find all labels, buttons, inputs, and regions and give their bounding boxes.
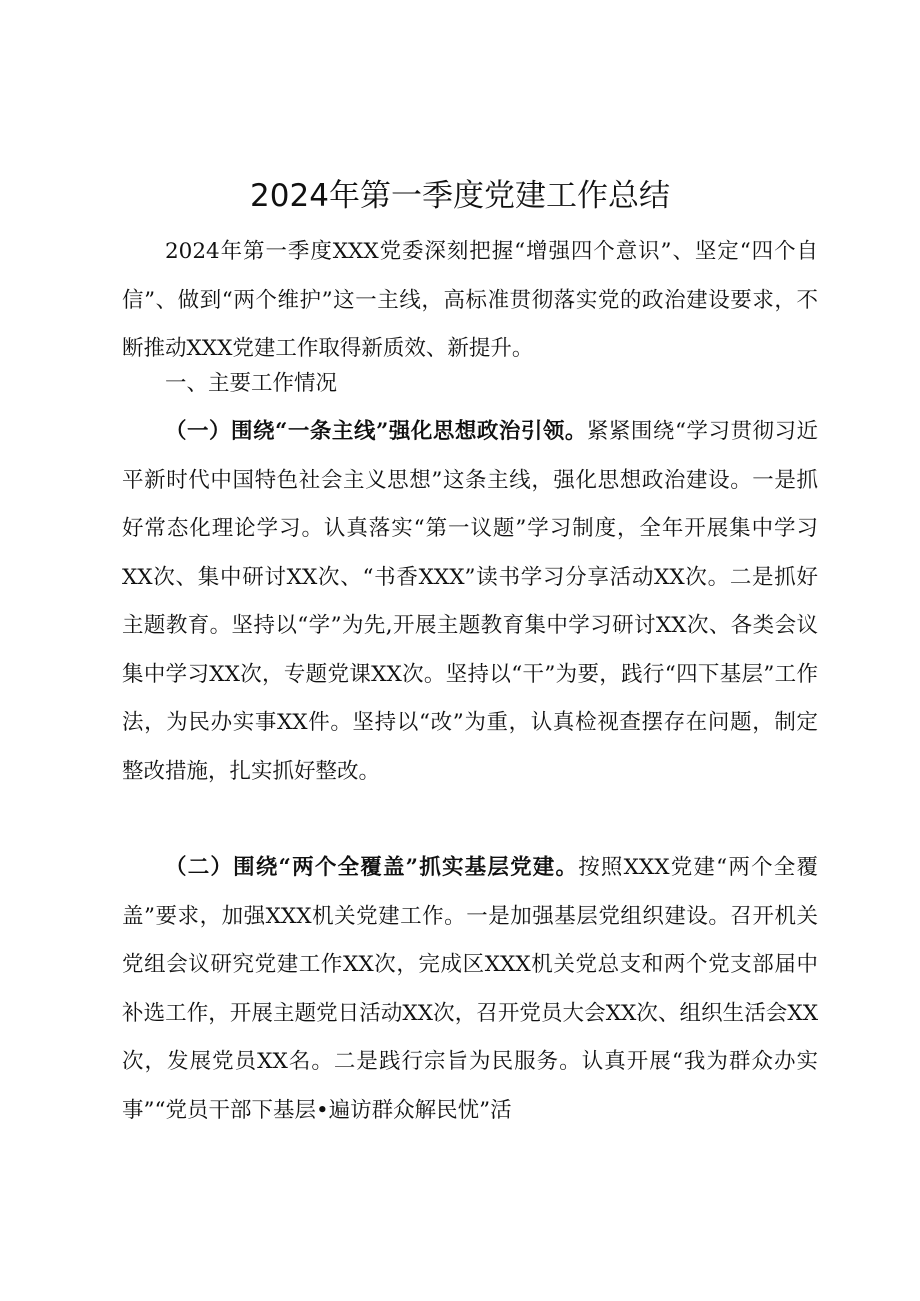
- subsection-1-paragraph: [122, 408, 818, 796]
- subsection-1-heading: （一）围绕“一条主线”强化思想政治引领。: [165, 419, 587, 444]
- intro-paragraph: 2024年第一季度XXX党委深刻把握“增强四个意识”、坚定“四个自信”、做到“两个维护”这一主线，高标准贯彻落实党的政治建设要求，不断推动XXX党建工作取得新质效、新提升。: [122, 239, 818, 361]
- document-title: 2024年第一季度党建工作总结: [250, 178, 670, 214]
- section-heading: 一、主要工作情况: [165, 371, 338, 396]
- subsection-1-text: 紧紧围绕“学习贯彻习近平新时代中国特色社会主义思想”这条主线，强化思想政治建设。一是抓好常态化理论学习。认真落实“第一议题”学习制度，全年开展集中学习XX次、集中研讨XX次、“书香XXX”读书学习分享活动XX次。二是抓好主题教育。坚持以“学”为先,开展主题教育集中学习研讨XX次、各类会议集中学习XX次，专题党课XX次。坚持以“干”为要，践行“四下基层”工作法，为民办实事XX件。坚持以“改”为重，认真检视查摆存在问题，制定整改措施，扎实抓好整改。: [122, 419, 818, 784]
- subsection-2-heading: （二）围绕“两个全覆盖”抓实基层党建。: [165, 855, 579, 880]
- subsection-2-paragraph: [122, 844, 818, 1135]
- subsection-2-text: 按照XXX党建“两个全覆盖”要求，加强XXX机关党建工作。一是加强基层党组织建设。召开机关党组会议研究党建工作XX次，完成区XXX机关党总支和两个党支部届中补选工作，开展主题党日活动XX次，召开党员大会XX次、组织生活会XX次，发展党员XX名。二是践行宗旨为民服务。认真开展“我为群众办实事”“党员干部下基层•遍访群众解民忧”活: [122, 855, 818, 1123]
